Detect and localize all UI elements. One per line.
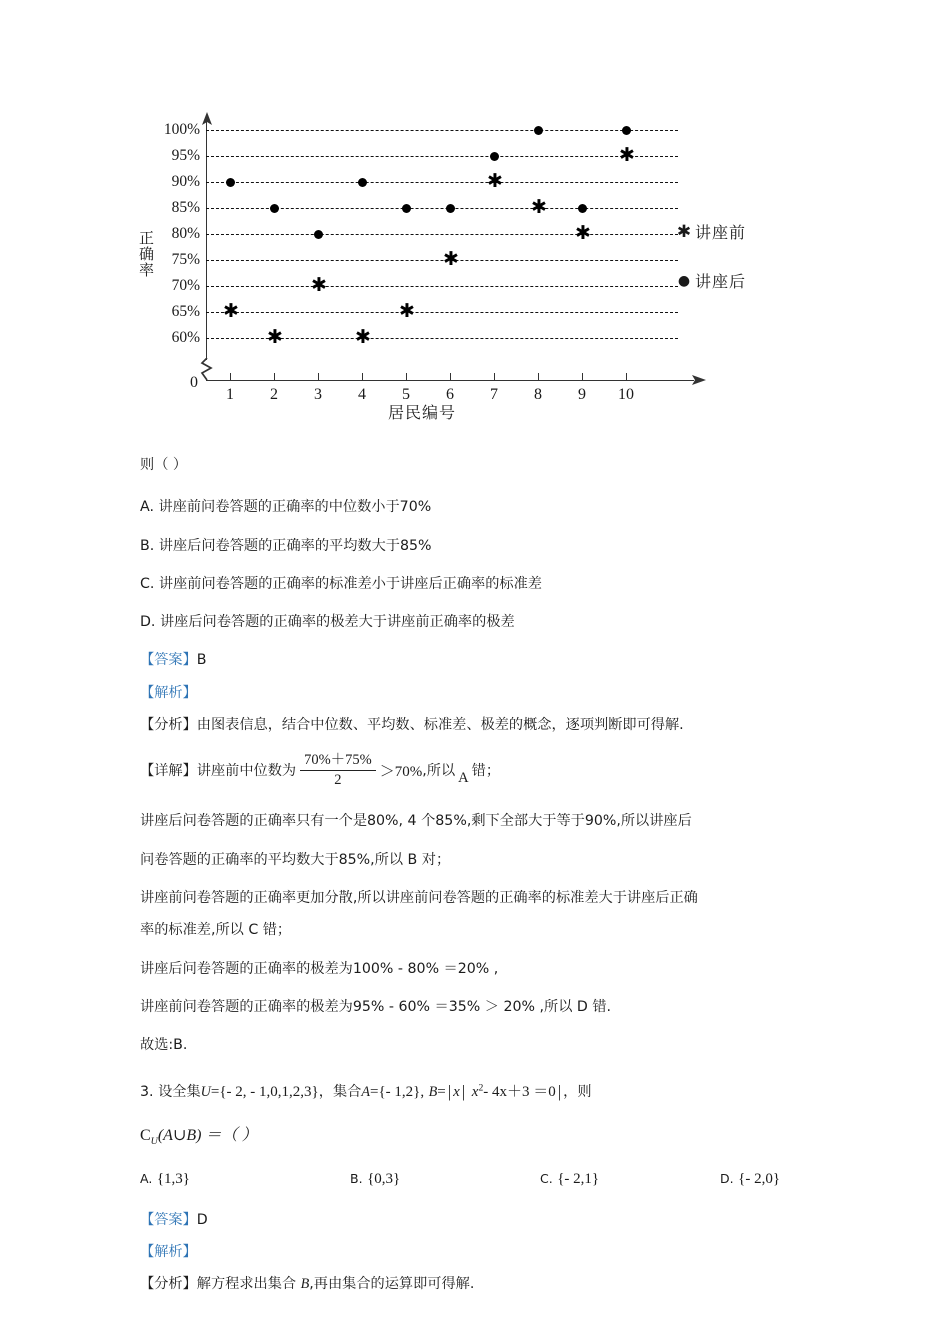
y-axis-tick-label: 65% [171,303,200,320]
q3-complement-rest: (A∪B) ＝（ ） [157,1127,258,1145]
q3-stem-part3: ，则 [563,1083,592,1100]
fraction-bar [300,770,376,771]
q2-xiangjie-end: 错； [471,763,501,780]
q2-analysis-label: 【解析】 [140,684,197,701]
q2-fenxi-label: 【分析】 [140,717,197,734]
scatter-chart [138,112,818,432]
q3-answer-value: D [196,1211,208,1228]
gridline [206,312,678,313]
q3-stem-part1: 设全集 [158,1083,201,1100]
q2-xiangjie-label: 【详解】 [140,763,197,780]
y-axis-tick-label: 95% [171,147,200,164]
fraction-denominator: 2 [334,772,342,789]
q2-para6: 讲座后问卷答题的正确率的极差为100% - 80% ＝20% , [140,960,499,977]
y-axis-tick-label: 85% [171,199,200,216]
q3-set-b-equals: = [437,1083,446,1100]
q2-option-d[interactable]: D. 讲座后问卷答题的正确率的极差大于讲座前正确率的极差 [140,614,515,631]
y-axis-tick-label: 90% [171,173,200,190]
gridline [206,156,678,157]
q3-analysis-label: 【解析】 [140,1244,197,1261]
q2-option-b[interactable]: B. 讲座后问卷答题的正确率的平均数大于85% [140,537,432,554]
x-axis-tick-label: 4 [358,386,366,403]
q3-builder-exponent: 2 [478,1081,484,1093]
q2-conclusion: 故选:B. [140,1037,188,1054]
q2-option-a[interactable]: A. 讲座前问卷答题的正确率的中位数小于70% [140,499,432,516]
data-point-after [490,152,499,161]
q3-option-d-value: {- 2,0} [738,1170,781,1187]
q3-option-a[interactable] [140,1171,350,1188]
q3-universe-value: ={- 2, - 1,0,1,2,3} [210,1083,319,1100]
y-axis-tick-label: 100% [163,121,200,138]
q2-prompt: 则（ ） [140,457,188,473]
x-axis-tick [626,373,627,380]
q2-fenxi-row [140,715,820,736]
x-axis-tick-label: 5 [402,386,410,403]
q3-number: 3. [140,1083,154,1100]
y-axis-arrow [200,112,214,126]
x-axis-tick-label: 2 [270,386,278,403]
set-builder-divider-bar: | [461,1081,466,1101]
q3-option-d-label: D. [720,1170,734,1186]
q2-para2: 讲座后问卷答题的正确率只有一个是80%, 4 个85%,剩下全部大于等于90%,所以讲座后 [140,813,692,830]
q3-fenxi-label: 【分析】 [140,1276,197,1293]
q3-complement-expression [140,1124,820,1150]
x-axis-tick [274,373,275,380]
q3-builder-rest: - 4x＋3 ＝0 [483,1083,556,1100]
q2-xiangjie-lead: 讲座前中位数为 [196,763,297,780]
data-point-before: ✱ [267,326,283,348]
q3-option-c[interactable] [540,1171,720,1188]
q3-option-b-label: B. [350,1170,363,1186]
data-point-before: ✱ [487,170,503,192]
q3-builder-expr: x [471,1083,479,1100]
y-axis-tick-label: 75% [171,251,200,268]
set-builder-open-bar: | [447,1081,452,1101]
q3-fenxi-post: ,再由集合的运算即可得解. [309,1276,475,1293]
q2-wrong-option-letter: A [458,770,469,787]
q3-builder-var: x [453,1083,460,1100]
data-point-after [270,204,279,213]
q2-para4: 讲座前问卷答题的正确率更加分散,所以讲座前问卷答题的正确率的标准差大于讲座后正确 [140,890,698,907]
gridline [206,286,678,287]
q2-para5: 率的标准差,所以 C 错； [140,922,292,939]
legend-label-after: 讲座后 [695,272,747,291]
x-axis-tick-label: 8 [534,386,542,403]
q2-answer-row [140,650,820,671]
data-point-before: ✱ [619,144,635,166]
q2-para3: 问卷答题的正确率的平均数大于85%,所以 B 对； [140,851,451,868]
q3-set-b-symbol: B [428,1083,438,1100]
data-point-after [226,178,235,187]
chart-legend [673,220,746,318]
x-axis-tick-label: 1 [226,386,234,403]
y-axis-tick-label: 80% [171,225,200,242]
x-axis-tick [230,373,231,380]
data-point-after [578,204,587,213]
x-axis-tick-label: 6 [446,386,454,403]
data-point-after [402,204,411,213]
q3-stem [140,1078,820,1104]
gridline [206,260,678,261]
q2-xiangjie-row [140,753,820,790]
q3-option-c-label: C. [540,1170,553,1186]
q3-fenxi-pre: 解方程求出集合 [196,1276,301,1293]
legend-item-after [673,269,746,292]
q3-option-c-value: {- 2,1} [557,1170,600,1187]
q3-fenxi-setb: B [300,1276,310,1293]
q2-answer-value: B [196,652,207,669]
data-point-before: ✱ [531,196,547,218]
y-axis-tick-label: 60% [171,329,200,346]
y-axis-title: 正确率 [137,230,155,278]
data-point-before: ✱ [443,248,459,270]
q3-option-a-value: {1,3} [156,1170,190,1187]
set-builder-close-bar: | [557,1081,562,1101]
gridline [206,234,678,235]
q3-stem-part2: ，集合 [318,1083,362,1100]
q2-xiangjie-tail: ,所以 [422,763,456,780]
axis-break-zigzag [199,358,215,382]
x-axis-tick [318,373,319,380]
y-axis-tick-label: 70% [171,277,200,294]
gridline [206,130,678,131]
q3-set-a-value: ={- 1,2}, [370,1083,425,1100]
x-axis-tick [582,373,583,380]
legend-label-before: 讲座前 [695,223,747,242]
x-axis-tick-label: 9 [578,386,586,403]
complement-subscript: U [150,1135,158,1147]
x-axis-tick [450,373,451,380]
data-point-before: ✱ [311,274,327,296]
data-point-after [358,178,367,187]
q3-answer-row [140,1210,820,1231]
q3-option-d[interactable] [720,1171,780,1188]
q2-option-c[interactable]: C. 讲座前问卷答题的正确率的标准差小于讲座后正确率的标准差 [140,575,542,592]
q3-fenxi-row [140,1274,820,1295]
fraction-numerator: 70%＋75% [304,752,372,769]
x-axis-tick-label: 10 [618,386,634,403]
q3-option-a-label: A. [140,1170,153,1186]
data-point-after [622,126,631,135]
x-axis-line [206,380,694,381]
x-axis-arrow [690,373,706,388]
question-body [140,455,820,1313]
q2-answer-label: 【答案】 [140,652,197,669]
q3-answer-label: 【答案】 [140,1211,197,1228]
data-point-before: ✱ [223,300,239,322]
q2-para7: 讲座前问卷答题的正确率的极差为95% - 60% ＝35% ＞ 20% ,所以 D 错. [140,998,612,1015]
x-axis-title: 居民编号 [388,403,457,422]
fraction-comparison: ＞70% [379,763,423,780]
data-point-after [534,126,543,135]
x-axis-tick [362,373,363,380]
data-point-after [446,204,455,213]
q2-fenxi-text: 由图表信息，结合中位数、平均数、标准差、极差的概念，逐项判断即可得解. [196,717,684,734]
x-axis-tick-label: 3 [314,386,322,403]
median-fraction [300,752,376,789]
data-point-before: ✱ [399,300,415,322]
gridline [206,182,678,183]
dot-marker-icon: ● [677,272,691,289]
q3-options-row [140,1171,820,1188]
x-axis-tick [406,373,407,380]
q3-option-b[interactable] [350,1171,540,1188]
data-point-before: ✱ [355,326,371,348]
x-axis-tick [494,373,495,380]
q3-universe-symbol: U [200,1083,211,1100]
data-point-after [314,230,323,239]
x-axis-tick [538,373,539,380]
complement-symbol: C [140,1127,151,1145]
y-axis-origin-label: 0 [190,374,198,391]
q3-set-a-symbol: A [361,1083,370,1100]
legend-item-before [673,220,746,243]
data-point-before: ✱ [575,222,591,244]
q3-option-b-value: {0,3} [367,1170,401,1187]
x-axis-tick-label: 7 [490,386,498,403]
asterisk-marker-icon: ✱ [676,221,692,242]
